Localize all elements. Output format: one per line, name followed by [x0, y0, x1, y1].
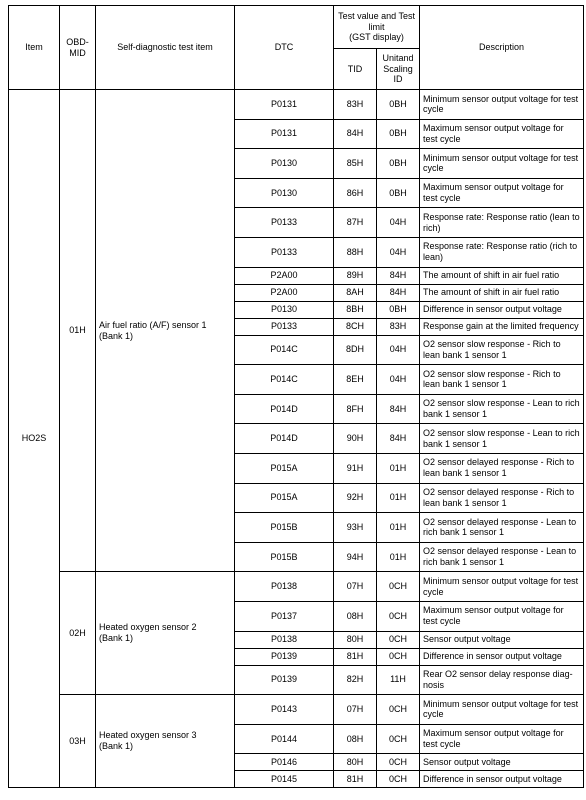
tid-cell: 08H: [334, 601, 377, 631]
unit-scaling-cell: 04H: [377, 335, 420, 365]
description-cell: Minimum sensor output voltage for test cycle: [420, 695, 584, 725]
dtc-cell: P015A: [235, 453, 334, 483]
tid-cell: 82H: [334, 665, 377, 695]
tid-cell: 8AH: [334, 284, 377, 301]
dtc-cell: P0138: [235, 572, 334, 602]
tid-cell: 85H: [334, 149, 377, 179]
item-cell: HO2S: [9, 90, 60, 788]
tid-cell: 8DH: [334, 335, 377, 365]
obd-mid-cell: 02H: [60, 572, 96, 695]
dtc-cell: P0139: [235, 665, 334, 695]
tid-cell: 94H: [334, 542, 377, 572]
tid-cell: 86H: [334, 178, 377, 208]
tid-cell: 83H: [334, 90, 377, 120]
tid-cell: 90H: [334, 424, 377, 454]
dtc-cell: P0130: [235, 301, 334, 318]
tid-cell: 89H: [334, 267, 377, 284]
description-cell: Maximum sensor output voltage for test cycle: [420, 119, 584, 149]
unit-scaling-cell: 0BH: [377, 301, 420, 318]
dtc-cell: P0138: [235, 631, 334, 648]
tid-cell: 80H: [334, 631, 377, 648]
tid-cell: 8EH: [334, 365, 377, 395]
unit-scaling-cell: 0BH: [377, 119, 420, 149]
tid-cell: 07H: [334, 695, 377, 725]
table-header: [9, 6, 584, 90]
dtc-cell: P0144: [235, 724, 334, 754]
description-cell: O2 sensor slow response - Lean to rich bank 1 sensor 1: [420, 424, 584, 454]
tid-cell: 87H: [334, 208, 377, 238]
dtc-cell: P014D: [235, 424, 334, 454]
unit-scaling-cell: 0BH: [377, 149, 420, 179]
header-tid: TID: [334, 49, 377, 90]
unit-scaling-cell: 84H: [377, 284, 420, 301]
unit-scaling-cell: 0CH: [377, 648, 420, 665]
unit-scaling-cell: 84H: [377, 424, 420, 454]
unit-scaling-cell: 01H: [377, 453, 420, 483]
description-cell: Maximum sensor output voltage for test cycle: [420, 724, 584, 754]
dtc-cell: P0146: [235, 754, 334, 771]
dtc-cell: P0131: [235, 90, 334, 120]
description-cell: Response rate: Response ratio (rich to lean): [420, 237, 584, 267]
description-cell: Response gain at the limited frequency: [420, 318, 584, 335]
table-row: [9, 572, 584, 602]
dtc-cell: P0137: [235, 601, 334, 631]
description-cell: O2 sensor delayed response - Lean to rich bank 1 sensor 1: [420, 513, 584, 543]
tid-cell: 88H: [334, 237, 377, 267]
dtc-cell: P0133: [235, 208, 334, 238]
header-unit-scaling-id: Unitand Scaling ID: [377, 49, 420, 90]
dtc-cell: P0133: [235, 318, 334, 335]
description-cell: O2 sensor delayed response - Rich to lean bank 1 sensor 1: [420, 453, 584, 483]
table-row: [9, 695, 584, 725]
description-cell: Sensor output voltage: [420, 631, 584, 648]
test-item-cell: Heated oxygen sensor 3 (Bank 1): [96, 695, 235, 788]
unit-scaling-cell: 0CH: [377, 601, 420, 631]
tid-cell: 08H: [334, 724, 377, 754]
dtc-cell: P0130: [235, 178, 334, 208]
unit-scaling-cell: 01H: [377, 483, 420, 513]
header-description: Description: [420, 6, 584, 90]
dtc-cell: P0133: [235, 237, 334, 267]
header-self-diagnostic-test-item: Self-diagnostic test item: [96, 6, 235, 90]
description-cell: O2 sensor delayed response - Lean to rich bank 1 sensor 1: [420, 542, 584, 572]
dtc-cell: P015B: [235, 513, 334, 543]
tid-cell: 84H: [334, 119, 377, 149]
dtc-cell: P0139: [235, 648, 334, 665]
obd-mid-cell: 03H: [60, 695, 96, 788]
description-cell: Maximum sensor output voltage for test cycle: [420, 178, 584, 208]
dtc-cell: P0130: [235, 149, 334, 179]
description-cell: O2 sensor slow response - Rich to lean bank 1 sensor 1: [420, 365, 584, 395]
unit-scaling-cell: 0CH: [377, 724, 420, 754]
tid-cell: 81H: [334, 771, 377, 788]
description-cell: Minimum sensor output voltage for test cycle: [420, 572, 584, 602]
unit-scaling-cell: 0CH: [377, 695, 420, 725]
unit-scaling-cell: 84H: [377, 267, 420, 284]
unit-scaling-cell: 83H: [377, 318, 420, 335]
dtc-cell: P015B: [235, 542, 334, 572]
tid-cell: 91H: [334, 453, 377, 483]
tid-cell: 8CH: [334, 318, 377, 335]
header-dtc: DTC: [235, 6, 334, 90]
unit-scaling-cell: 04H: [377, 237, 420, 267]
unit-scaling-cell: 01H: [377, 513, 420, 543]
ho2s-test-table: [8, 5, 584, 788]
dtc-cell: P014C: [235, 335, 334, 365]
unit-scaling-cell: 0BH: [377, 90, 420, 120]
unit-scaling-cell: 01H: [377, 542, 420, 572]
dtc-cell: P2A00: [235, 284, 334, 301]
table-row: [9, 90, 584, 120]
dtc-cell: P015A: [235, 483, 334, 513]
dtc-cell: P014D: [235, 394, 334, 424]
unit-scaling-cell: 04H: [377, 208, 420, 238]
test-item-cell: Air fuel ratio (A/F) sensor 1 (Bank 1): [96, 90, 235, 572]
description-cell: Difference in sensor output voltage: [420, 771, 584, 788]
unit-scaling-cell: 0CH: [377, 771, 420, 788]
description-cell: O2 sensor delayed response - Rich to lean bank 1 sensor 1: [420, 483, 584, 513]
description-cell: Minimum sensor output voltage for test cycle: [420, 90, 584, 120]
dtc-cell: P0145: [235, 771, 334, 788]
description-cell: Maximum sensor output voltage for test cycle: [420, 601, 584, 631]
description-cell: Minimum sensor output voltage for test cycle: [420, 149, 584, 179]
description-cell: Difference in sensor output voltage: [420, 648, 584, 665]
tid-cell: 07H: [334, 572, 377, 602]
tid-cell: 92H: [334, 483, 377, 513]
dtc-cell: P014C: [235, 365, 334, 395]
unit-scaling-cell: 84H: [377, 394, 420, 424]
table-body: [9, 90, 584, 788]
tid-cell: 80H: [334, 754, 377, 771]
document: [8, 5, 584, 788]
obd-mid-cell: 01H: [60, 90, 96, 572]
unit-scaling-cell: 0CH: [377, 631, 420, 648]
dtc-cell: P2A00: [235, 267, 334, 284]
dtc-cell: P0131: [235, 119, 334, 149]
description-cell: The amount of shift in air fuel ratio: [420, 284, 584, 301]
tid-cell: 8BH: [334, 301, 377, 318]
tid-cell: 93H: [334, 513, 377, 543]
unit-scaling-cell: 0CH: [377, 754, 420, 771]
tid-cell: 81H: [334, 648, 377, 665]
tid-cell: 8FH: [334, 394, 377, 424]
description-cell: Difference in sensor output voltage: [420, 301, 584, 318]
description-cell: O2 sensor slow response - Rich to lean bank 1 sensor 1: [420, 335, 584, 365]
dtc-cell: P0143: [235, 695, 334, 725]
description-cell: O2 sensor slow response - Lean to rich bank 1 sensor 1: [420, 394, 584, 424]
description-cell: The amount of shift in air fuel ratio: [420, 267, 584, 284]
unit-scaling-cell: 0BH: [377, 178, 420, 208]
description-cell: Sensor output voltage: [420, 754, 584, 771]
test-item-cell: Heated oxygen sensor 2 (Bank 1): [96, 572, 235, 695]
unit-scaling-cell: 11H: [377, 665, 420, 695]
description-cell: Rear O2 sensor delay response diag-nosis: [420, 665, 584, 695]
header-test-value: Test value and Test limit (GST display): [334, 6, 420, 49]
unit-scaling-cell: 0CH: [377, 572, 420, 602]
unit-scaling-cell: 04H: [377, 365, 420, 395]
header-obd-mid: OBD- MID: [60, 6, 96, 90]
header-item: Item: [9, 6, 60, 90]
description-cell: Response rate: Response ratio (lean to rich): [420, 208, 584, 238]
